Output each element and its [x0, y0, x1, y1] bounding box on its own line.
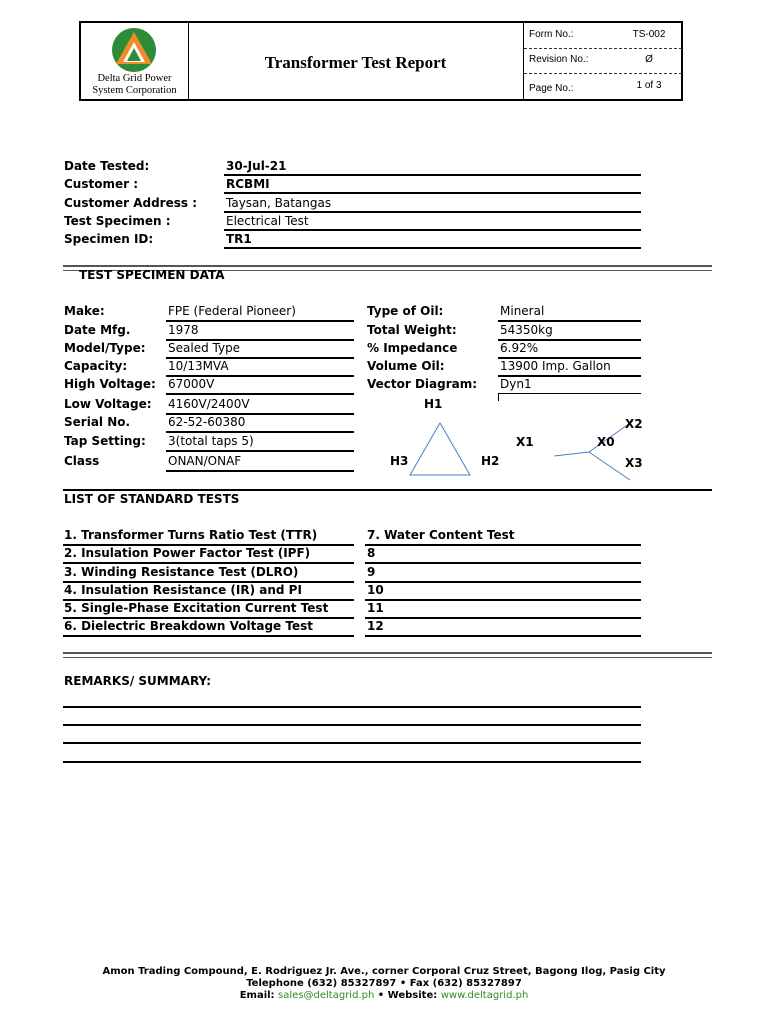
x2-label: X2: [625, 417, 643, 431]
remarks-line: [63, 724, 641, 726]
field-underline: [224, 211, 641, 213]
field-underline: [224, 174, 641, 176]
volume-oil-label: Volume Oil:: [367, 359, 445, 373]
customer-address-value: Taysan, Batangas: [226, 196, 332, 210]
field-underline: [166, 450, 354, 452]
high-voltage-label: High Voltage:: [64, 377, 156, 391]
low-voltage-label: Low Voltage:: [64, 397, 152, 411]
test-item: 9: [367, 565, 376, 579]
model-type-value: Sealed Type: [168, 341, 241, 355]
test-item: 10: [367, 583, 384, 597]
high-voltage-value: 67000V: [168, 377, 215, 391]
report-header: [79, 21, 683, 101]
h3-label: H3: [390, 454, 409, 468]
tap-setting-value: 3(total taps 5): [168, 434, 254, 448]
page-no-label: Page No.:: [529, 83, 574, 94]
customer-address-label: Customer Address :: [64, 196, 197, 210]
page-no-value: 1 of 3: [636, 80, 662, 91]
oil-type-label: Type of Oil:: [367, 304, 444, 318]
field-underline: [365, 581, 641, 583]
tap-setting-label: Tap Setting:: [64, 434, 146, 448]
test-item: 8: [367, 546, 376, 560]
total-weight-label: Total Weight:: [367, 323, 457, 337]
test-item: 1. Transformer Turns Ratio Test (TTR): [64, 528, 318, 542]
specimen-id-value: TR1: [226, 232, 252, 246]
volume-oil-value: 13900 Imp. Gallon: [500, 359, 611, 373]
field-underline: [224, 229, 641, 231]
test-item: 12: [367, 619, 384, 633]
report-title: Transformer Test Report: [264, 53, 447, 72]
vector-diagram-label: Vector Diagram:: [367, 377, 478, 391]
footer-address: Amon Trading Compound, E. Rodriguez Jr. Ave., corner Corporal Cruz Street, Bagong Ilog, Pasig City: [102, 966, 666, 977]
test-specimen-value: Electrical Test: [226, 214, 309, 228]
company-name-line1: Delta Grid Power: [97, 73, 172, 84]
field-underline: [166, 393, 354, 395]
field-underline: [365, 562, 641, 564]
impedance-label: % Impedance: [367, 341, 458, 355]
x0-label: X0: [597, 435, 615, 449]
customer-label: Customer :: [64, 177, 139, 191]
specimen-id-label: Specimen ID:: [64, 232, 154, 246]
field-underline: [224, 192, 641, 194]
test-item: 11: [367, 601, 384, 615]
field-underline: [365, 599, 641, 601]
remarks-line: [63, 742, 641, 744]
field-underline: [365, 635, 641, 637]
h2-label: H2: [481, 454, 500, 468]
capacity-value: 10/13MVA: [168, 359, 229, 373]
section-divider: [63, 652, 712, 658]
footer-website-label: • Website:: [377, 990, 438, 1001]
section-divider: [63, 489, 712, 491]
date-tested-value: 30-Jul-21: [226, 159, 287, 173]
title-block: [188, 23, 523, 99]
standard-tests-heading: LIST OF STANDARD TESTS: [64, 492, 240, 506]
form-no-value: TS-002: [632, 29, 666, 40]
field-underline-tick: [498, 393, 499, 401]
field-underline: [365, 544, 641, 546]
total-weight-value: 54350kg: [500, 323, 553, 337]
remarks-line: [63, 761, 641, 763]
class-value: ONAN/ONAF: [168, 454, 242, 468]
test-specimen-label: Test Specimen :: [64, 214, 171, 228]
field-underline: [365, 617, 641, 619]
company-logo-icon: [111, 27, 157, 73]
specimen-data-heading: TEST SPECIMEN DATA: [79, 268, 225, 282]
delta-triangle: [410, 423, 470, 475]
date-mfg-value: 1978: [168, 323, 199, 337]
remarks-heading: REMARKS/ SUMMARY:: [64, 674, 211, 688]
oil-type-value: Mineral: [500, 304, 545, 318]
footer-email-label: Email:: [239, 990, 275, 1001]
model-type-label: Model/Type:: [64, 341, 146, 355]
remarks-line: [63, 706, 641, 708]
company-logo-block: [81, 23, 189, 99]
x1-label: X1: [516, 435, 534, 449]
test-item: 3. Winding Resistance Test (DLRO): [64, 565, 299, 579]
field-underline: [63, 635, 354, 637]
class-label: Class: [64, 454, 100, 468]
field-underline: [224, 247, 641, 249]
date-mfg-label: Date Mfg.: [64, 323, 131, 337]
test-item: 4. Insulation Resistance (IR) and PI: [64, 583, 302, 597]
low-voltage-value: 4160V/2400V: [168, 397, 250, 411]
serial-no-value: 62-52-60380: [168, 415, 246, 429]
footer-email-link[interactable]: sales@deltagrid.ph: [278, 990, 375, 1001]
footer-website-link[interactable]: www.deltagrid.ph: [440, 990, 529, 1001]
wye-leg-x3: [589, 452, 630, 480]
wye-leg-x1: [554, 452, 589, 456]
field-underline: [166, 470, 354, 472]
revision-label: Revision No.:: [529, 54, 589, 65]
test-item: 6. Dielectric Breakdown Voltage Test: [64, 619, 313, 633]
field-underline: [498, 393, 641, 394]
customer-value: RCBMI: [226, 177, 270, 191]
test-item: 7. Water Content Test: [367, 528, 515, 542]
capacity-label: Capacity:: [64, 359, 128, 373]
serial-no-label: Serial No.: [64, 415, 131, 429]
test-item: 5. Single-Phase Excitation Current Test: [64, 601, 329, 615]
field-underline: [166, 431, 354, 433]
x3-label: X3: [625, 456, 643, 470]
company-name-line2: System Corporation: [92, 85, 177, 96]
h1-label: H1: [424, 397, 443, 411]
vector-diagram-value: Dyn1: [500, 377, 532, 391]
footer-phones: Telephone (632) 85327897 • Fax (632) 85327897: [246, 978, 522, 989]
impedance-value: 6.92%: [500, 341, 539, 355]
revision-value: Ø: [645, 54, 653, 65]
date-tested-label: Date Tested:: [64, 159, 150, 173]
vector-diagram-lines: [380, 415, 650, 485]
test-item: 2. Insulation Power Factor Test (IPF): [64, 546, 311, 560]
field-underline: [498, 320, 641, 322]
field-underline: [63, 562, 354, 564]
footer-contact: [0, 990, 768, 1001]
make-label: Make:: [64, 304, 105, 318]
form-no-label: Form No.:: [529, 29, 574, 40]
form-info-block: [523, 23, 682, 99]
field-underline: [166, 320, 354, 322]
make-value: FPE (Federal Pioneer): [168, 304, 296, 318]
